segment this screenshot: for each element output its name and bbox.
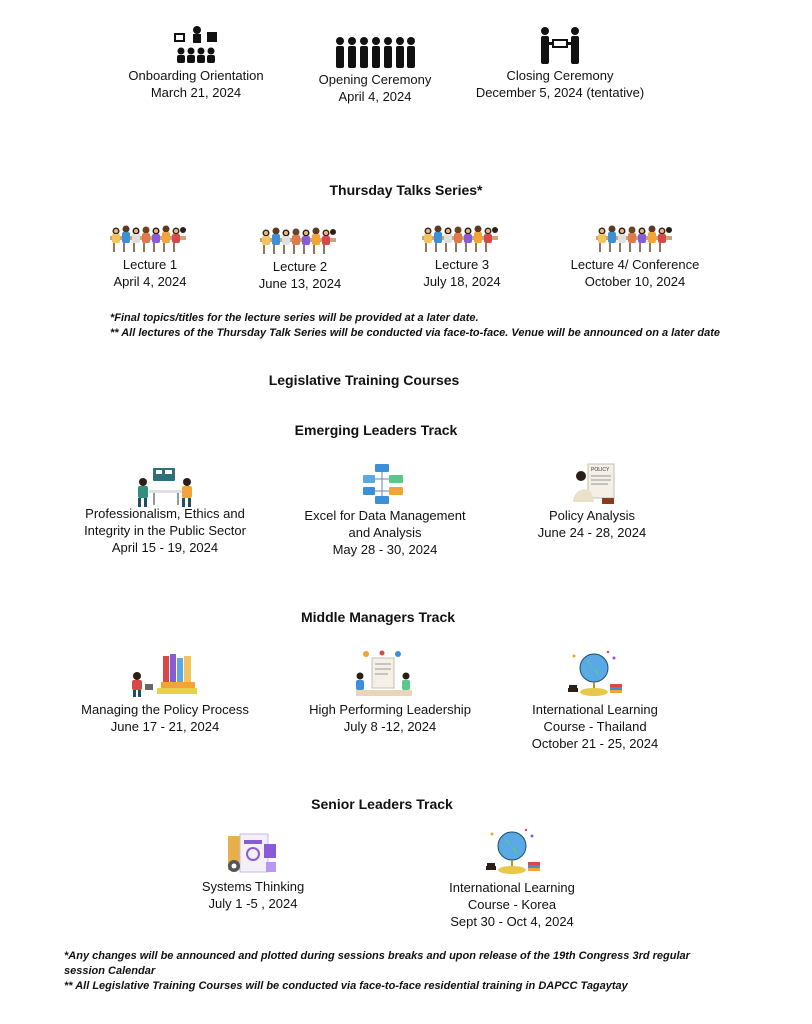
leadership-team-icon (352, 650, 414, 703)
course-intl-korea (422, 879, 602, 930)
ceremony-onboarding (110, 67, 282, 101)
course-title: Policy Analysis (549, 508, 635, 523)
course-date: June 17 - 21, 2024 (110, 719, 220, 734)
ceremony-title: Onboarding Orientation (128, 68, 264, 83)
policy-badge: POLICY (591, 467, 610, 473)
ceremony-date: April 4, 2024 (338, 89, 412, 104)
systems-thinking-icon (226, 832, 280, 881)
course-date: Sept 30 - Oct 4, 2024 (450, 914, 574, 929)
lecture-date: June 13, 2024 (258, 276, 342, 291)
ceremony-closing (460, 67, 660, 101)
books-stack-icon (127, 652, 199, 703)
course-title: High Performing Leadership (309, 702, 471, 717)
training-heading: Legislative Training Courses (268, 372, 460, 388)
data-flow-icon (361, 463, 405, 510)
thursday-note-1: *Final topics/titles for the lecture series will be provided at a later date. (110, 312, 479, 324)
lecture-audience-icon (258, 224, 338, 261)
course-date: May 28 - 30, 2024 (332, 542, 438, 557)
training-note-1: *Any changes will be announced and plotted during sessions breaks and upon release of the 19th Congress 3rd regular (64, 950, 690, 962)
group-people-icon (333, 34, 417, 75)
course-professionalism (70, 505, 260, 556)
ceremony-date: December 5, 2024 (tentative) (475, 85, 645, 100)
lecture-audience-icon (420, 222, 500, 259)
thursday-talks-heading: Thursday Talks Series* (329, 182, 483, 198)
lecture-1 (90, 256, 210, 290)
course-date: July 1 -5 , 2024 (208, 896, 298, 911)
course-managing-policy (70, 701, 260, 735)
lecture-date: October 10, 2024 (584, 274, 686, 289)
training-note-3: ** All Legislative Training Courses will be conducted via face-to-face residential training in DAPCC Tagaytay (64, 980, 628, 992)
course-title: Excel for Data Management and Analysis (304, 508, 466, 540)
course-date: October 21 - 25, 2024 (531, 736, 659, 751)
course-date: April 15 - 19, 2024 (111, 540, 219, 555)
globe-icon (564, 650, 626, 703)
ceremony-title: Opening Ceremony (318, 72, 432, 87)
course-title: Professionalism, Ethics and Integrity in the Public Sector (84, 506, 246, 538)
presentation-audience-icon (172, 24, 222, 69)
ceremony-opening (290, 71, 460, 105)
course-date: July 8 -12, 2024 (343, 719, 437, 734)
ceremony-date: March 21, 2024 (150, 85, 242, 100)
lecture-date: July 18, 2024 (423, 274, 501, 289)
lecture-title: Lecture 3 (434, 257, 490, 272)
lecture-title: Lecture 4/ Conference (570, 257, 700, 272)
middle-track-heading: Middle Managers Track (300, 609, 456, 625)
senior-track-heading: Senior Leaders Track (311, 796, 453, 812)
course-title: Managing the Policy Process (81, 702, 249, 717)
lecture-audience-icon (594, 222, 674, 259)
lecture-4 (555, 256, 715, 290)
course-title: International Learning Course - Korea (449, 880, 575, 912)
course-excel (290, 507, 480, 558)
lecture-title: Lecture 1 (122, 257, 178, 272)
lecture-2 (240, 258, 360, 292)
course-title: International Learning Course - Thailand (532, 702, 658, 734)
emerging-track-heading: Emerging Leaders Track (294, 422, 458, 438)
course-policy-analysis (520, 507, 664, 541)
course-intl-thailand (505, 701, 685, 752)
globe-icon (482, 828, 544, 881)
lecture-date: April 4, 2024 (113, 274, 187, 289)
course-systems-thinking (180, 878, 326, 912)
thursday-note-2: ** All lectures of the Thursday Talk Series will be conducted via face-to-face. Venue will be announced on a later date (110, 327, 721, 339)
course-high-performing (290, 701, 490, 735)
lecture-title: Lecture 2 (272, 259, 328, 274)
policy-document-icon (570, 462, 618, 511)
training-note-2: session Calendar (64, 965, 156, 977)
handover-icon (538, 26, 582, 71)
course-date: June 24 - 28, 2024 (537, 525, 647, 540)
ceremony-title: Closing Ceremony (506, 68, 614, 83)
lecture-audience-icon (108, 222, 188, 259)
lecture-3 (402, 256, 522, 290)
course-title: Systems Thinking (201, 879, 305, 894)
